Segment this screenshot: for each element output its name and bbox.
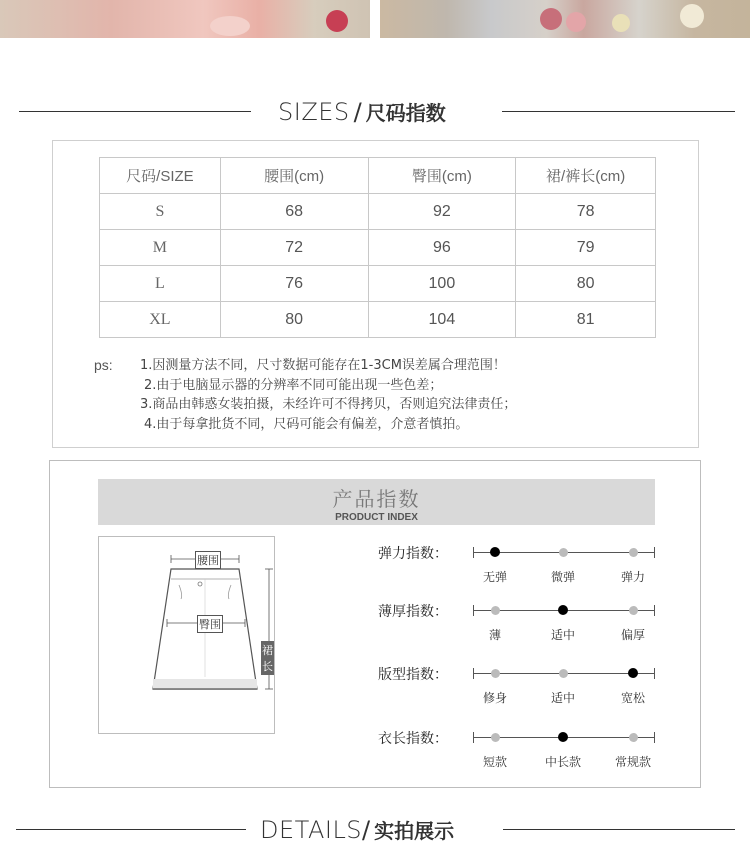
- length-scale: [378, 728, 668, 768]
- scale-tick: [654, 605, 655, 616]
- details-heading-en: DETAILS: [260, 816, 363, 844]
- scale-dot: [558, 732, 568, 742]
- scale-option: 微弹: [550, 570, 576, 584]
- scale-option: 常规款: [614, 755, 652, 769]
- sizes-heading-zh: 尺码指数: [365, 101, 446, 125]
- waist-cell: 76: [220, 266, 368, 302]
- heading-rule-left: [19, 111, 251, 112]
- scale-dot: [629, 606, 638, 615]
- flower-decoration: [680, 4, 704, 28]
- note-line: 2.由于电脑显示器的分辨率不同可能出现一些色差；: [144, 377, 443, 393]
- sizes-heading: [0, 91, 750, 131]
- hip-column-header: 臀围(cm): [368, 158, 516, 194]
- waist-cell: 80: [220, 302, 368, 338]
- scale-dot: [629, 548, 638, 557]
- scale-option: 宽松: [620, 691, 646, 705]
- scale-track: [473, 552, 655, 584]
- length-label: 裙长: [261, 641, 274, 675]
- scale-tick: [473, 605, 474, 616]
- waist-column-header: 腰围(cm): [220, 158, 368, 194]
- note-line: 3.商品由韩惑女装拍摄，未经许可不得拷贝，否则追究法律责任；: [140, 397, 517, 412]
- scale-option: 适中: [550, 628, 576, 642]
- product-index-header: [98, 479, 655, 525]
- scale-dot: [629, 733, 638, 742]
- length-cell: 81: [516, 302, 656, 338]
- hip-cell: 92: [368, 194, 516, 230]
- scale-dot: [558, 605, 568, 615]
- table-row: [100, 230, 656, 266]
- waist-cell: 68: [220, 194, 368, 230]
- note-line: 1.因测量方法不同，尺寸数据可能存在1-3CM误差属合理范围！: [140, 358, 506, 373]
- scale-dot: [491, 606, 500, 615]
- waist-label: 腰围: [195, 551, 221, 569]
- scale-dot: [628, 668, 638, 678]
- length-column-header: 裙/裤长(cm): [516, 158, 656, 194]
- heading-rule-right: [503, 829, 735, 830]
- scale-option: 修身: [482, 691, 508, 705]
- details-heading-zh: 实拍展示: [374, 819, 455, 843]
- scale-tick: [654, 732, 655, 743]
- table-row: [100, 302, 656, 338]
- elasticity-scale: [378, 543, 668, 583]
- scale-dot: [490, 547, 500, 557]
- skirt-outline-graphic: [99, 537, 274, 733]
- size-column-header: 尺码/SIZE: [100, 158, 221, 194]
- size-table: [99, 157, 656, 338]
- fit-scale: [378, 664, 668, 704]
- scale-label: 衣长指数：: [378, 731, 448, 747]
- heading-slash: /: [353, 98, 362, 126]
- scale-option: 弹力: [620, 570, 646, 584]
- scale-tick: [473, 547, 474, 558]
- table-row: [100, 266, 656, 302]
- scale-option: 适中: [550, 691, 576, 705]
- hip-cell: 100: [368, 266, 516, 302]
- scale-option: 中长款: [544, 755, 582, 769]
- size-cell: XL: [100, 302, 221, 338]
- flower-decoration: [566, 12, 586, 32]
- product-index-panel: [49, 460, 701, 788]
- top-photo-left: [0, 0, 370, 38]
- scale-label: 版型指数：: [378, 667, 448, 683]
- heading-slash: /: [362, 816, 371, 844]
- hip-cell: 96: [368, 230, 516, 266]
- note-line: 4.由于每拿批货不同，尺码可能会有偏差，介意者慎拍。: [144, 416, 469, 432]
- scale-track: [473, 610, 655, 642]
- length-cell: 78: [516, 194, 656, 230]
- table-row: [100, 194, 656, 230]
- thickness-scale: [378, 601, 668, 641]
- flower-decoration: [612, 14, 630, 32]
- scale-tick: [654, 547, 655, 558]
- details-heading-text: [260, 815, 454, 844]
- scale-track: [473, 673, 655, 705]
- flower-decoration: [210, 16, 250, 36]
- length-cell: 79: [516, 230, 656, 266]
- notes-prefix: ps:: [94, 357, 113, 373]
- hip-cell: 104: [368, 302, 516, 338]
- size-table-header-row: [100, 158, 656, 194]
- scale-option: 短款: [482, 755, 508, 769]
- scale-option: 薄: [488, 628, 502, 642]
- scale-track: [473, 737, 655, 769]
- size-cell: S: [100, 194, 221, 230]
- flower-decoration: [540, 8, 562, 30]
- scale-label: 薄厚指数：: [378, 604, 448, 620]
- notes-list: [140, 356, 660, 434]
- scale-label: 弹力指数：: [378, 546, 448, 562]
- scale-dot: [559, 548, 568, 557]
- sizes-heading-text: [278, 97, 446, 126]
- scale-tick: [654, 668, 655, 679]
- scale-tick: [473, 732, 474, 743]
- scale-option: 无弹: [482, 570, 508, 584]
- length-cell: 80: [516, 266, 656, 302]
- waist-cell: 72: [220, 230, 368, 266]
- scale-tick: [473, 668, 474, 679]
- heading-rule-right: [502, 111, 735, 112]
- flower-decoration: [326, 10, 348, 32]
- scale-dot: [491, 733, 500, 742]
- hip-label: 臀围: [197, 615, 223, 633]
- size-cell: L: [100, 266, 221, 302]
- heading-rule-left: [16, 829, 246, 830]
- size-cell: M: [100, 230, 221, 266]
- scale-option: 偏厚: [620, 628, 646, 642]
- details-heading: [0, 809, 750, 849]
- sizes-heading-en: SIZES: [278, 98, 350, 126]
- product-index-subtitle: PRODUCT INDEX: [335, 512, 418, 523]
- skirt-measurement-diagram: [98, 536, 275, 734]
- top-photo-right: [380, 0, 750, 38]
- scale-dot: [491, 669, 500, 678]
- scale-dot: [559, 669, 568, 678]
- product-index-title: 产品指数: [332, 487, 421, 511]
